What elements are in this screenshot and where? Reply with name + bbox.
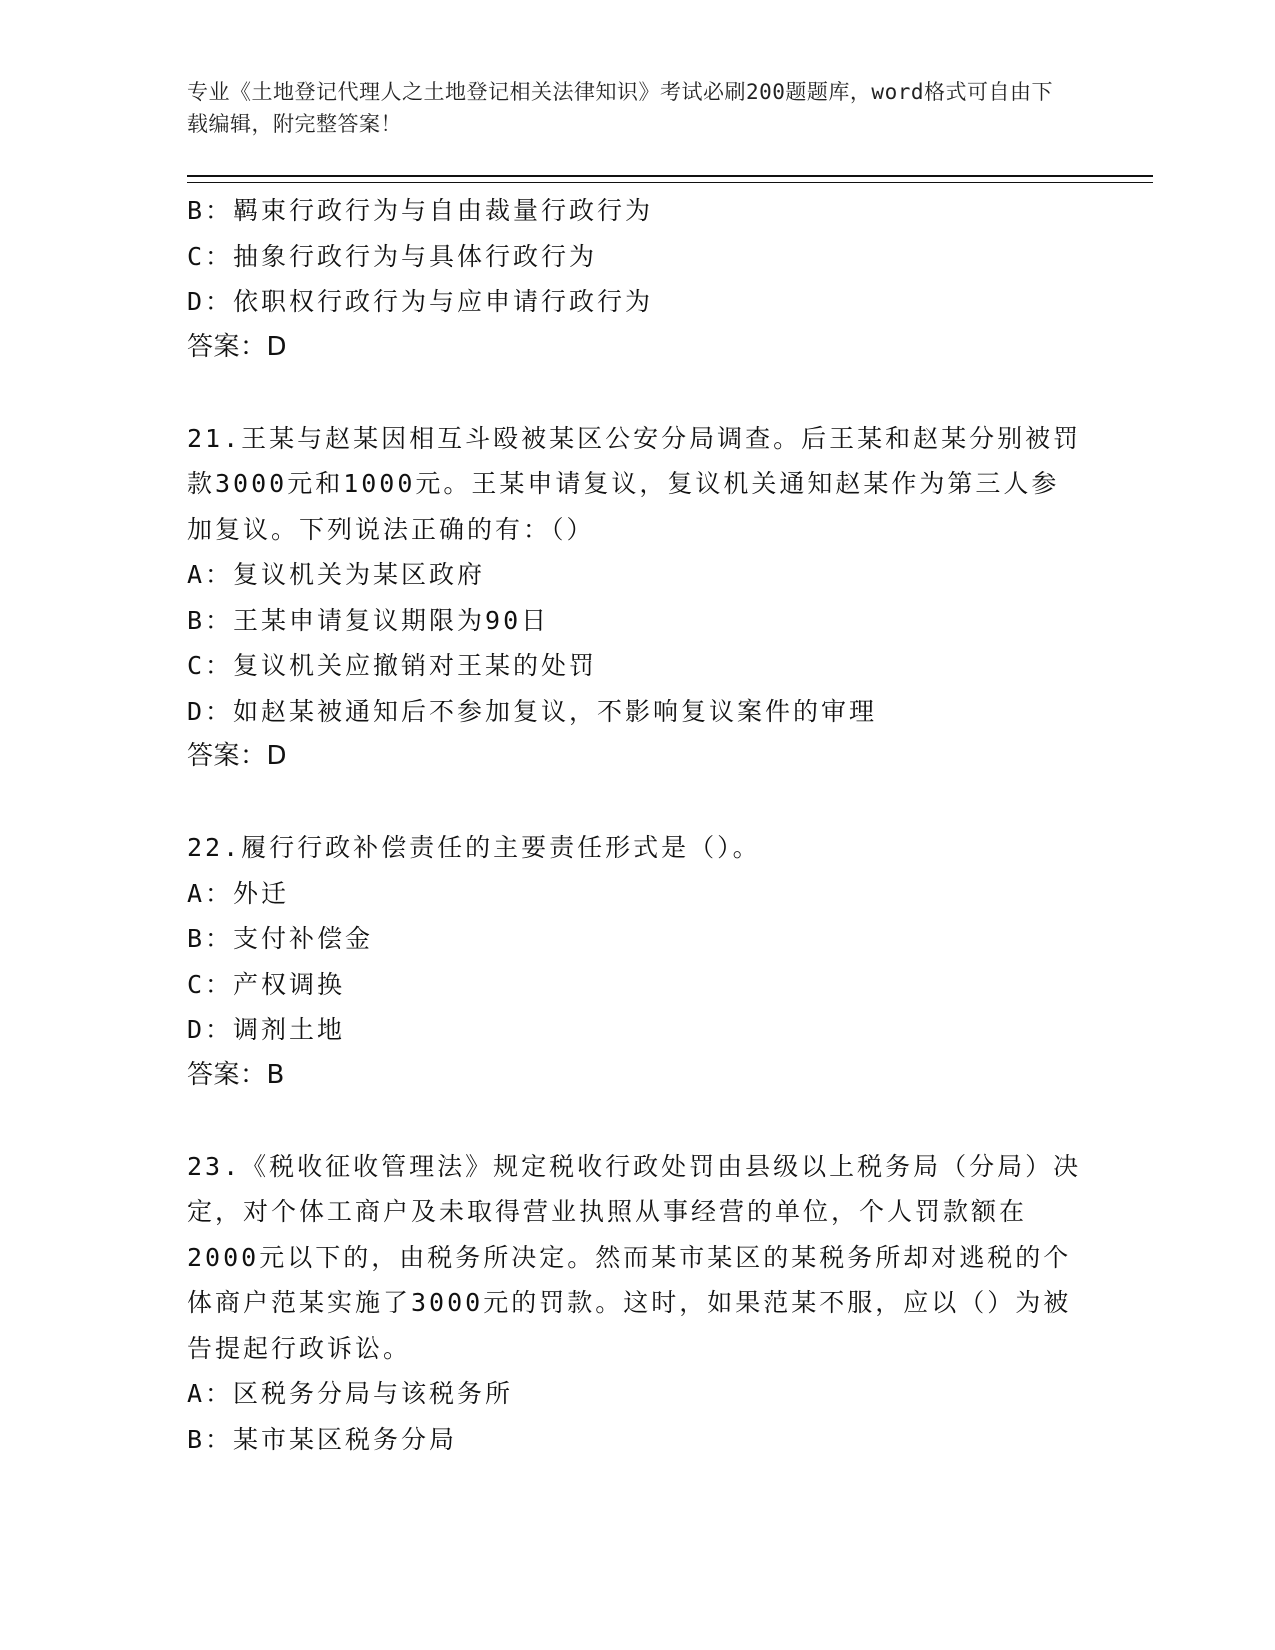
previous-question-tail — [187, 188, 1087, 370]
answer-line: 答案：B — [187, 1059, 285, 1090]
question-21 — [187, 416, 1087, 780]
question-content — [187, 188, 1087, 1462]
option-a: A：复议机关为某区政府 — [187, 560, 486, 589]
question-stem: 23.《税收征收管理法》规定税收行政处罚由县级以上税务局（分局）决定，对个体工商户及未取得营业执照从事经营的单位，个人罚款额在2000元以下的，由税务所决定。然而某市某区的某税务所却对逃税的个体商户范某实施了3000元的罚款。这时，如果范某不服，应以（）为被告提起行政诉讼。 — [187, 1151, 1082, 1363]
option-c: C：产权调换 — [187, 969, 346, 999]
option-b: B：王某申请复议期限为90日 — [187, 605, 550, 635]
option-c: C：抽象行政行为与具体行政行为 — [187, 241, 598, 271]
spacer — [187, 370, 1087, 416]
option-b: B：支付补偿金 — [187, 924, 374, 953]
option-b: B：某市某区税务分局 — [187, 1424, 458, 1454]
question-stem: 22.履行行政补偿责任的主要责任形式是（）。 — [187, 833, 761, 862]
question-22 — [187, 825, 1087, 1098]
option-c: C：复议机关应撤销对王某的处罚 — [187, 651, 598, 680]
answer-line: 答案：D — [187, 331, 288, 362]
question-stem: 21.王某与赵某因相互斗殴被某区公安分局调查。后王某和赵某分别被罚款3000元和1000元。王某申请复议，复议机关通知赵某作为第三人参加复议。下列说法正确的有：（） — [187, 423, 1082, 544]
spacer — [187, 780, 1087, 826]
option-b: B：羁束行政行为与自由裁量行政行为 — [187, 196, 654, 225]
option-d: D：依职权行政行为与应申请行政行为 — [187, 287, 654, 316]
answer-line: 答案：D — [187, 741, 288, 771]
header-rule-thin — [187, 182, 1153, 183]
option-d: D：调剂土地 — [187, 1015, 346, 1044]
question-23 — [187, 1144, 1087, 1463]
option-a: A：外迁 — [187, 878, 290, 908]
spacer — [187, 1098, 1087, 1144]
document-header: 专业《土地登记代理人之土地登记相关法律知识》考试必刷200题题库，word格式可自由下载编辑，附完整答案！ — [187, 80, 1053, 136]
header-rule-thick — [187, 175, 1153, 177]
option-a: A：区税务分局与该税务所 — [187, 1379, 514, 1408]
option-d: D：如赵某被通知后不参加复议，不影响复议案件的审理 — [187, 696, 878, 726]
